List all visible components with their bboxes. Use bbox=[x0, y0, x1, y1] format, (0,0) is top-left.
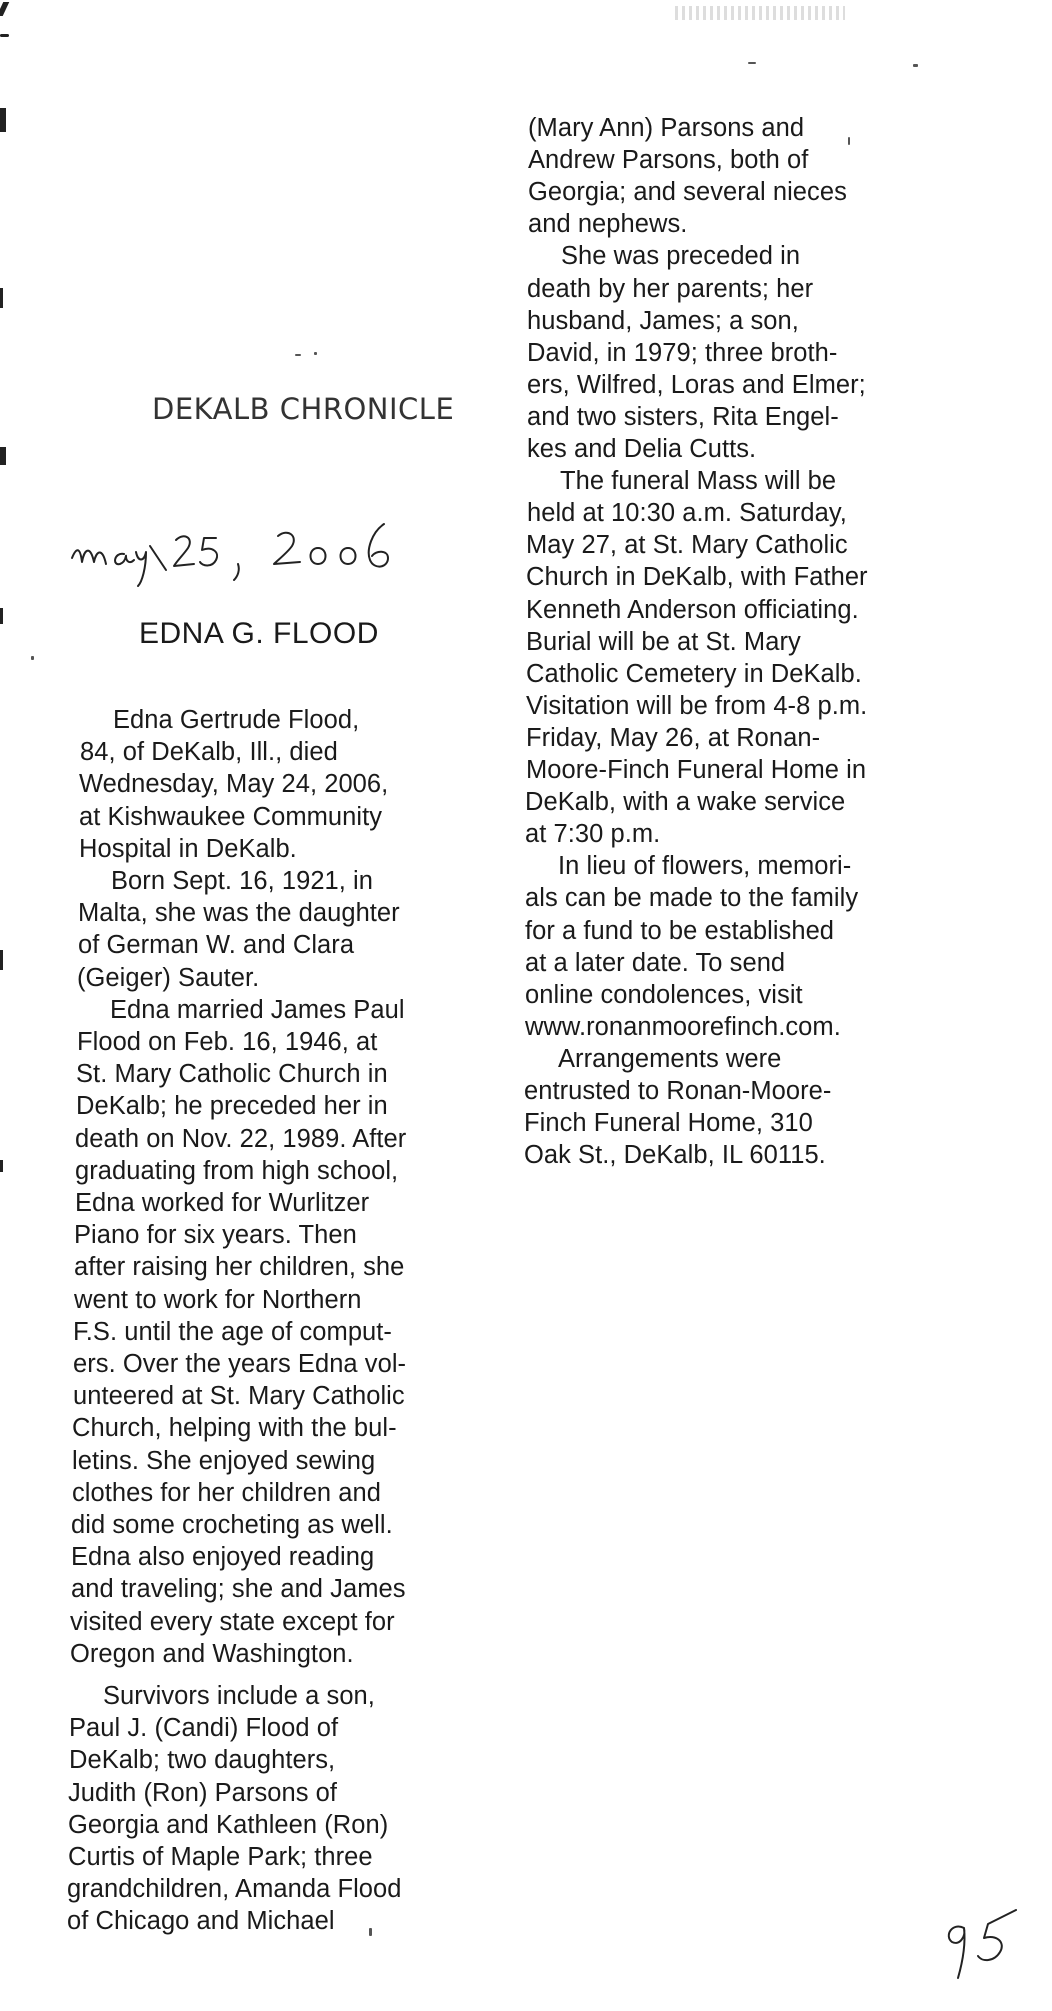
article-line: www.ronanmoorefinch.com. bbox=[525, 1012, 841, 1041]
article-line: letins. She enjoyed sewing bbox=[72, 1446, 376, 1475]
article-line: Moore-Finch Funeral Home in bbox=[526, 756, 867, 784]
article-line: Wednesday, May 24, 2006, bbox=[79, 770, 389, 799]
article-line: Church in DeKalb, with Father bbox=[526, 563, 868, 592]
article-line: and nephews. bbox=[528, 210, 688, 239]
article-line: grandchildren, Amanda Flood bbox=[67, 1875, 402, 1904]
article-line: death by her parents; her bbox=[527, 274, 814, 303]
scan-edge-mark bbox=[0, 950, 3, 970]
article-line: online condolences, visit bbox=[525, 980, 803, 1009]
article-line: visited every state except for bbox=[70, 1607, 395, 1636]
article-line: She was preceded in bbox=[561, 242, 801, 271]
newspaper-source-label: DEKALB CHRONICLE bbox=[152, 392, 455, 426]
article-line: after raising her children, she bbox=[74, 1253, 405, 1282]
scan-edge-mark bbox=[0, 34, 9, 37]
scan-edge-mark bbox=[0, 1160, 3, 1172]
article-line: ers, Wilfred, Loras and Elmer; bbox=[527, 370, 866, 399]
article-line: of German W. and Clara bbox=[78, 931, 355, 960]
article-line: Judith (Ron) Parsons of bbox=[68, 1778, 338, 1807]
scan-speck bbox=[314, 352, 317, 355]
article-line: graduating from high school, bbox=[75, 1156, 399, 1185]
article-line: and two sisters, Rita Engel- bbox=[527, 402, 839, 431]
article-line: May 27, at St. Mary Catholic bbox=[526, 531, 848, 560]
article-line: F.S. until the age of comput- bbox=[73, 1317, 392, 1346]
article-line: unteered at St. Mary Catholic bbox=[73, 1382, 405, 1411]
article-line: Survivors include a son, bbox=[103, 1682, 375, 1710]
article-line: Georgia; and several nieces bbox=[528, 178, 847, 207]
article-line: DeKalb, with a wake service bbox=[525, 788, 846, 817]
scan-speck bbox=[295, 354, 301, 356]
article-line: Curtis of Maple Park; three bbox=[68, 1843, 373, 1871]
article-line: did some crocheting as well. bbox=[71, 1511, 393, 1539]
article-line: husband, James; a son, bbox=[527, 306, 799, 335]
scan-edge-mark bbox=[0, 288, 3, 308]
article-line: Catholic Cemetery in DeKalb. bbox=[526, 659, 862, 688]
scan-noise bbox=[675, 6, 845, 20]
article-line: went to work for Northern bbox=[74, 1285, 362, 1314]
article-line: Burial will be at St. Mary bbox=[526, 627, 801, 656]
article-line: kes and Delia Cutts. bbox=[527, 435, 757, 463]
article-line: Born Sept. 16, 1921, in bbox=[111, 867, 374, 895]
article-line: at a later date. To send bbox=[525, 948, 786, 977]
scan-speck bbox=[913, 64, 918, 67]
article-line: In lieu of flowers, memori- bbox=[558, 852, 852, 881]
article-line: Edna worked for Wurlitzer bbox=[75, 1189, 370, 1217]
scan-speck bbox=[31, 656, 34, 660]
article-line: at 7:30 p.m. bbox=[525, 820, 661, 849]
article-line: ers. Over the years Edna vol- bbox=[73, 1350, 407, 1378]
article-line: Edna married James Paul bbox=[110, 995, 405, 1024]
article-line: death on Nov. 22, 1989. After bbox=[75, 1124, 407, 1153]
scan-speck bbox=[748, 62, 756, 64]
article-line: Edna Gertrude Flood, bbox=[113, 706, 360, 734]
article-line: Church, helping with the bul- bbox=[72, 1414, 397, 1443]
article-line: Malta, she was the daughter bbox=[78, 899, 400, 928]
article-line: Oak St., DeKalb, IL 60115. bbox=[524, 1141, 826, 1170]
handwritten-date bbox=[66, 518, 438, 596]
scan-speck bbox=[369, 1928, 372, 1936]
handwritten-page-number bbox=[938, 1906, 1030, 1986]
article-line: at Kishwaukee Community bbox=[79, 802, 383, 831]
scan-speck bbox=[848, 137, 850, 145]
article-line: als can be made to the family bbox=[525, 884, 859, 913]
scan-edge-mark bbox=[0, 108, 6, 132]
article-line: DeKalb; two daughters, bbox=[69, 1746, 336, 1775]
article-line: Oregon and Washington. bbox=[70, 1639, 354, 1668]
obituary-headline: EDNA G. FLOOD bbox=[139, 617, 379, 650]
article-line: Kenneth Anderson officiating. bbox=[526, 595, 859, 624]
scan-edge-mark bbox=[0, 2, 9, 16]
article-line: Paul J. (Candi) Flood of bbox=[69, 1714, 339, 1743]
article-line: Piano for six years. Then bbox=[74, 1221, 357, 1250]
article-line: (Geiger) Sauter. bbox=[77, 963, 260, 992]
article-line: Flood on Feb. 16, 1946, at bbox=[77, 1028, 378, 1056]
article-line: Georgia and Kathleen (Ron) bbox=[68, 1810, 389, 1839]
article-line: Finch Funeral Home, 310 bbox=[524, 1109, 813, 1138]
article-line: Visitation will be from 4-8 p.m. bbox=[526, 691, 868, 720]
article-line: DeKalb; he preceded her in bbox=[76, 1092, 388, 1121]
scan-edge-mark bbox=[0, 608, 3, 624]
article-line: The funeral Mass will be bbox=[560, 467, 837, 496]
article-line: clothes for her children and bbox=[72, 1478, 381, 1507]
article-line: Friday, May 26, at Ronan- bbox=[526, 723, 821, 752]
article-line: Andrew Parsons, both of bbox=[528, 146, 809, 175]
article-line: Arrangements were bbox=[558, 1044, 782, 1073]
article-line: St. Mary Catholic Church in bbox=[76, 1060, 388, 1089]
article-line: entrusted to Ronan-Moore- bbox=[524, 1077, 832, 1105]
scan-edge-mark bbox=[0, 447, 6, 465]
article-line: held at 10:30 a.m. Saturday, bbox=[527, 499, 847, 528]
article-line: David, in 1979; three broth- bbox=[527, 338, 838, 367]
article-line: 84, of DeKalb, Ill., died bbox=[80, 738, 338, 767]
article-line: for a fund to be established bbox=[525, 916, 835, 945]
article-line: of Chicago and Michael bbox=[67, 1907, 335, 1936]
article-line: Hospital in DeKalb. bbox=[79, 834, 297, 863]
article-line: and traveling; she and James bbox=[71, 1575, 406, 1604]
article-line: (Mary Ann) Parsons and bbox=[528, 114, 805, 142]
article-line: Edna also enjoyed reading bbox=[71, 1543, 375, 1572]
